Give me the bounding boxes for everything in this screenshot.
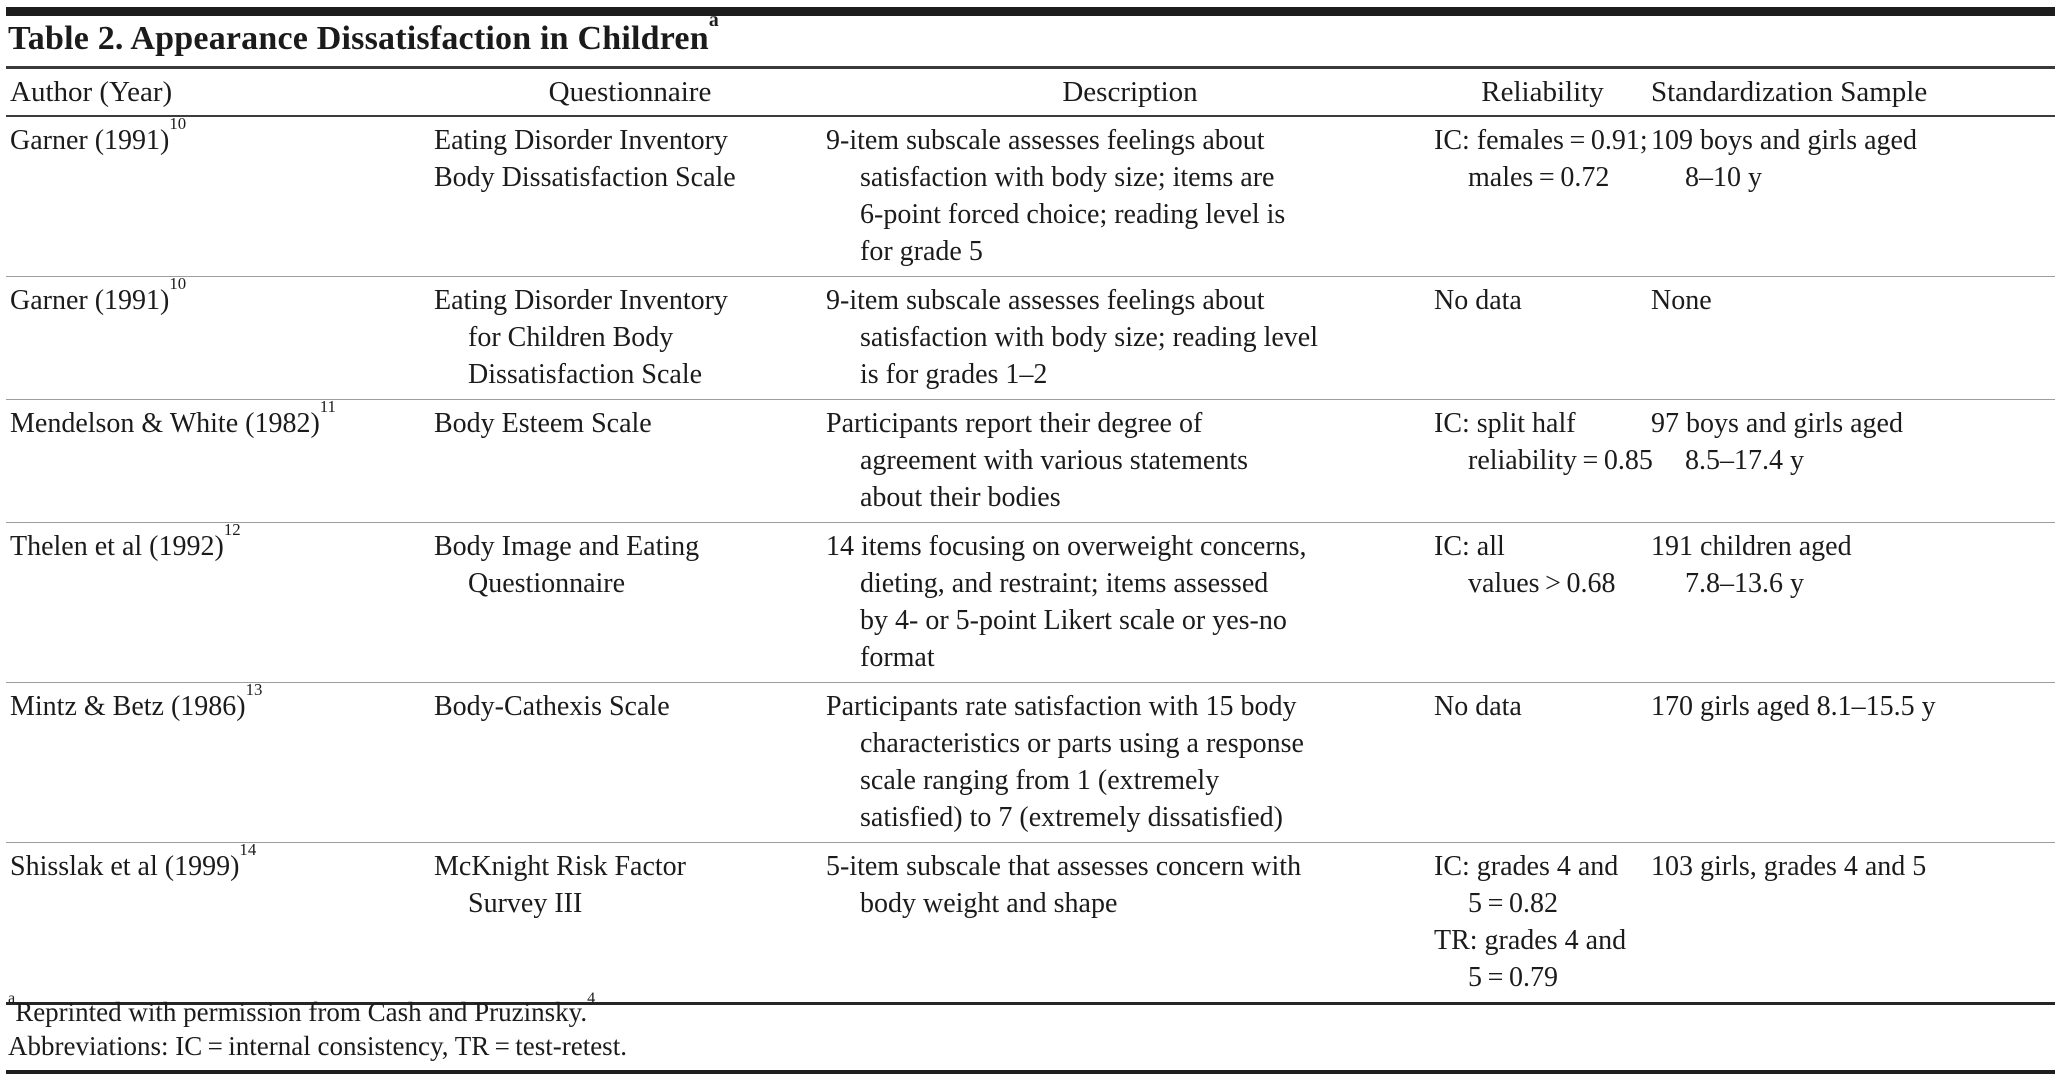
questionnaire-cell <box>434 523 826 683</box>
reference-superscript: 13 <box>245 680 263 700</box>
table-header-row <box>6 68 2055 117</box>
reliability-cell <box>1434 523 1651 683</box>
description-line: 9-item subscale assesses feelings about <box>826 285 1265 316</box>
description-line: for grade 5 <box>860 236 983 267</box>
description-line: format <box>860 642 935 673</box>
column-header-reliability: Reliability <box>1434 68 1651 117</box>
description-cell <box>826 843 1434 1004</box>
table-row <box>6 116 2055 277</box>
description-line: satisfaction with body size; items are <box>860 162 1275 193</box>
questionnaire-line: Body Image and Eating <box>434 531 700 562</box>
sample-line: 103 girls, grades 4 and 5 <box>1651 851 1927 882</box>
sample-line: 109 boys and girls aged <box>1651 125 1917 156</box>
description-line: satisfied) to 7 (extremely dissatisfied) <box>860 802 1283 833</box>
author-text: Thelen et al (1992) <box>10 531 224 562</box>
description-line: body weight and shape <box>860 888 1118 919</box>
questionnaire-line: Survey III <box>468 888 583 919</box>
table-title-text: Table 2. Appearance Dissatisfaction in Children <box>8 20 709 57</box>
sample-line: 170 girls aged 8.1–15.5 y <box>1651 691 1936 722</box>
description-line: by 4- or 5-point Likert scale or yes-no <box>860 605 1287 636</box>
sample-cell <box>1651 523 2055 683</box>
reliability-line: 5 = 0.82 <box>1468 888 1559 919</box>
sample-line: 7.8–13.6 y <box>1685 568 1804 599</box>
table-row <box>6 843 2055 1004</box>
reliability-cell <box>1434 400 1651 523</box>
questionnaire-line: Eating Disorder Inventory <box>434 125 728 156</box>
author-cell <box>6 397 434 523</box>
footnote-mark: a <box>8 988 16 1007</box>
description-cell <box>826 523 1434 683</box>
description-line: Participants rate satisfaction with 15 body <box>826 691 1297 722</box>
reliability-line: 5 = 0.79 <box>1468 962 1559 993</box>
author-text: Garner (1991) <box>10 285 170 316</box>
questionnaire-line: for Children Body <box>468 322 674 353</box>
footnote-text: Abbreviations: IC = internal consistency, TR = test-retest. <box>8 1031 627 1061</box>
table-footnotes <box>8 988 627 1063</box>
footnote-text: Reprinted with permission from Cash and Pruzinsky. <box>15 997 588 1027</box>
description-line: dieting, and restraint; items assessed <box>860 568 1269 599</box>
questionnaire-line: Questionnaire <box>468 568 626 599</box>
author-cell <box>6 520 434 683</box>
table-row <box>6 277 2055 400</box>
sample-cell <box>1651 843 2055 1004</box>
questionnaire-cell <box>434 683 826 843</box>
reliability-line: IC: females = 0.91; <box>1434 125 1648 156</box>
questionnaire-line: McKnight Risk Factor <box>434 851 686 882</box>
description-line: scale ranging from 1 (extremely <box>860 765 1220 796</box>
author-cell <box>6 840 434 1004</box>
reliability-line: IC: grades 4 and <box>1434 851 1619 882</box>
reference-superscript: 12 <box>223 520 241 540</box>
description-line: about their bodies <box>860 482 1061 513</box>
questionnaire-line: Body Esteem Scale <box>434 408 652 439</box>
description-line: satisfaction with body size; reading level <box>860 322 1318 353</box>
questionnaire-line: Dissatisfaction Scale <box>468 359 703 390</box>
description-cell <box>826 683 1434 843</box>
questionnaire-line: Body Dissatisfaction Scale <box>434 162 736 193</box>
author-text: Garner (1991) <box>10 125 170 156</box>
appearance-dissatisfaction-table <box>6 66 2055 1005</box>
table-row <box>6 400 2055 523</box>
footnote-reference-superscript: 4 <box>587 988 596 1007</box>
reference-superscript: 11 <box>319 397 336 417</box>
table-row <box>6 683 2055 843</box>
author-text: Shisslak et al (1999) <box>10 851 240 882</box>
questionnaire-line: Body-Cathexis Scale <box>434 691 670 722</box>
reliability-cell <box>1434 843 1651 1004</box>
reliability-line: No data <box>1434 285 1522 316</box>
reliability-line: No data <box>1434 691 1522 722</box>
description-line: 6-point forced choice; reading level is <box>860 199 1286 230</box>
reliability-line: males = 0.72 <box>1468 162 1610 193</box>
author-text: Mendelson & White (1982) <box>10 408 320 439</box>
column-header-description: Description <box>826 68 1434 117</box>
reliability-line: IC: all <box>1434 531 1505 562</box>
reference-superscript: 10 <box>169 114 187 134</box>
column-header-standardization-sample: Standardization Sample <box>1651 68 2055 117</box>
description-line: Participants report their degree of <box>826 408 1203 439</box>
sample-line: None <box>1651 285 1712 316</box>
table-top-rule <box>6 7 2055 16</box>
author-cell <box>6 116 434 277</box>
reliability-line: reliability = 0.85 <box>1468 445 1653 476</box>
reliability-line: IC: split half <box>1434 408 1576 439</box>
questionnaire-cell <box>434 400 826 523</box>
reliability-cell <box>1434 277 1651 400</box>
reliability-line: TR: grades 4 and <box>1434 925 1627 956</box>
questionnaire-cell <box>434 843 826 1004</box>
description-line: 14 items focusing on overweight concerns, <box>826 531 1307 562</box>
reference-superscript: 14 <box>239 840 257 860</box>
author-cell <box>6 274 434 400</box>
author-text: Mintz & Betz (1986) <box>10 691 246 722</box>
author-cell <box>6 680 434 843</box>
description-line: is for grades 1–2 <box>860 359 1048 390</box>
sample-cell <box>1651 683 2055 843</box>
reference-superscript: 10 <box>169 274 187 294</box>
reliability-cell <box>1434 116 1651 277</box>
sample-line: 8–10 y <box>1685 162 1762 193</box>
column-header-author-year-: Author (Year) <box>6 68 434 117</box>
sample-cell <box>1651 277 2055 400</box>
questionnaire-line: Eating Disorder Inventory <box>434 285 728 316</box>
footnote <box>8 1029 627 1063</box>
sample-cell <box>1651 400 2055 523</box>
table-title <box>8 8 719 58</box>
table-row <box>6 523 2055 683</box>
table-bottom-rule <box>6 1070 2055 1074</box>
description-line: agreement with various statements <box>860 445 1248 476</box>
description-line: 5-item subscale that assesses concern with <box>826 851 1302 882</box>
footnote <box>8 988 627 1029</box>
description-line: 9-item subscale assesses feelings about <box>826 125 1265 156</box>
description-line: characteristics or parts using a response <box>860 728 1304 759</box>
sample-line: 97 boys and girls aged <box>1651 408 1903 439</box>
description-cell <box>826 400 1434 523</box>
reliability-cell <box>1434 683 1651 843</box>
sample-line: 8.5–17.4 y <box>1685 445 1804 476</box>
reliability-line: values > 0.68 <box>1468 568 1616 599</box>
sample-line: 191 children aged <box>1651 531 1852 562</box>
questionnaire-cell <box>434 116 826 277</box>
description-cell <box>826 277 1434 400</box>
title-footnote-mark: a <box>708 8 719 31</box>
questionnaire-cell <box>434 277 826 400</box>
sample-cell <box>1651 116 2055 277</box>
description-cell <box>826 116 1434 277</box>
column-header-questionnaire: Questionnaire <box>434 68 826 117</box>
